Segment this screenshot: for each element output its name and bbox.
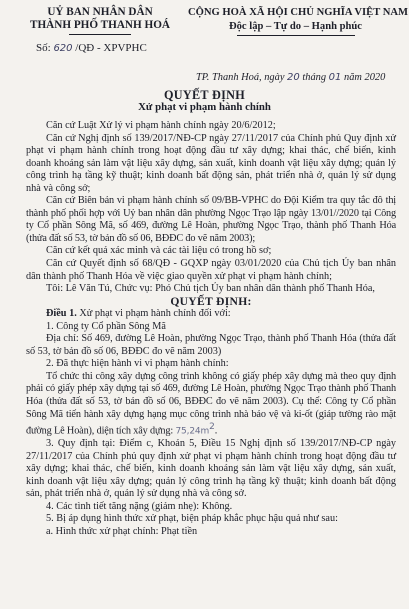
item-4: 4. Các tình tiết tăng nặng (giảm nhẹ): Không. xyxy=(46,500,233,512)
item-2-text: Tổ chức thi công xây dựng công trình không có giấy phép xây dựng mà theo quy định phải có giấy phép xây dựng tại số 469, đường Lê Hoàn, phường Ngọc Trạo thành phố Thanh Hóa (thửa đất số 53, tờ bản đồ số 06, BĐĐC đo vẽ năm 2003). Cụ thể: Công ty Cổ phần Sông Mã tiến hành xây dựng hạng mục công trình nhà bảo vệ và ki-ốt (giáp tường rào mặt đường Lê Hoàn), diện tích xây dựng: xyxy=(26,370,396,437)
article-1-text: Xử phạt vi phạm hành chính đối với: xyxy=(79,308,231,320)
article-1-label: Điều 1. xyxy=(46,308,77,320)
year-text: năm 2020 xyxy=(344,72,386,83)
doc-number-prefix: Số: xyxy=(36,42,51,54)
document-number xyxy=(36,42,147,54)
day-handwritten: 20 xyxy=(287,72,300,83)
article-1 xyxy=(26,308,396,321)
issuer-underline xyxy=(69,34,131,35)
place-date xyxy=(196,72,385,83)
place-date-prefix: TP. Thanh Hoá, ngày xyxy=(196,72,285,83)
area-unit-sup: 2 xyxy=(209,422,215,433)
item-3: 3. Quy định tại: Điểm c, Khoản 5, Điều 15 Nghị định số 139/2017/NĐ-CP ngày 27/11/2017 của Chính phủ quy định xử phạt vi phạm hành chính trong hoạt động đầu tư xây dựng; khai thác, chế biến, kinh doanh khoáng sản làm vật liệu xây dựng, sản xuất, kinh doanh vật liệu xây dựng; quản lý công trình hạ tầng kỹ thuật; kinh doanh bất động sản, phát triển nhà ở, quản lý sử dụng nhà và công sở. xyxy=(26,438,396,500)
item-2-end: . xyxy=(214,425,218,437)
doc-number-suffix: /QĐ - XPVPHC xyxy=(75,42,147,54)
signer-line: Tôi: Lê Văn Tú, Chức vụ: Phó Chủ tịch Ủy ban nhân dân thành phố Thanh Hóa, xyxy=(46,283,375,295)
national-motto: Độc lập – Tự do – Hạnh phúc xyxy=(228,21,363,32)
basis-law: Căn cứ Luật Xử lý vi phạm hành chính ngày 20/6/2012; xyxy=(46,120,276,131)
item-5a: a. Hình thức xử phạt chính: Phạt tiền xyxy=(46,525,198,537)
basis-authority: Căn cứ Quyết định số 68/QĐ - GQXP ngày 03/01/2020 của Chủ tịch Ủy ban nhân dân thành phố Thanh Hóa về việc giao quyền xử phạt vi phạm hành chính; xyxy=(26,258,396,282)
national-name: CỘNG HOÀ XÃ HỘI CHỦ NGHĨA VIỆT NAM xyxy=(188,7,409,18)
issuer-line-2: THÀNH PHỐ THANH HOÁ xyxy=(30,19,170,31)
item-1: 1. Công ty Cổ phần Sông Mã xyxy=(46,320,166,332)
document-subtitle: Xử phạt vi phạm hành chính xyxy=(138,101,271,113)
item-2: 2. Đã thực hiện hành vi vi phạm hành chính: xyxy=(46,358,229,370)
issuer-header xyxy=(20,6,180,35)
doc-number-handwritten: 620 xyxy=(53,43,73,54)
area-handwritten: 75,24m xyxy=(175,426,210,437)
document-body xyxy=(26,120,396,538)
item-5: 5. Bị áp dụng hình thức xử phạt, biện pháp khắc phục hậu quả như sau: xyxy=(46,513,338,525)
decision-heading: QUYẾT ĐỊNH: xyxy=(170,294,252,308)
issuer-line-1: UỶ BAN NHÂN DÂN xyxy=(47,6,153,18)
national-header xyxy=(188,6,409,36)
document-title: QUYẾT ĐỊNH xyxy=(164,88,245,102)
item-1-address: Địa chỉ: Số 469, đường Lê Hoàn, phường Ngọc Trạo, thành phố Thanh Hóa (thửa đất số 53, tờ bản đồ số 06, BĐĐC đo vẽ năm 2003) xyxy=(26,333,396,357)
item-2-detail xyxy=(26,371,396,438)
month-prefix: tháng xyxy=(302,72,327,83)
motto-underline xyxy=(237,35,355,36)
basis-verification: Căn cứ kết quả xác minh và các tài liệu có trong hồ sơ; xyxy=(46,245,272,257)
month-handwritten: 01 xyxy=(328,72,342,83)
basis-decree: Căn cứ Nghị định số 139/2017/NĐ-CP ngày 27/11/2017 của Chính phủ Quy định xử phạt vi phạm hành chính trong hoạt động đầu tư xây dựng; khai thác, chế biến, kinh doanh khoáng sản làm vật liệu xây dựng, sản xuất, kinh doanh vật liệu xây dựng; quản lý công trình hạ tầng kỹ thuật; kinh doanh bất động sản, phát triển nhà ở, quản lý sử dụng nhà và công sở; xyxy=(26,132,396,194)
basis-record: Căn cứ Biên bản vi phạm hành chính số 09/BB-VPHC do Đội Kiểm tra quy tắc đô thị thành phố phối hợp với Uỷ ban nhân dân phường Ngọc Trạo lập ngày 13/01//2020 tại Công ty Cổ phần Sông Mã, số 469, đường Lê Hoàn, phường Ngọc Trạo, thành phố Thanh Hóa (thửa đất số 53, tờ bản đồ số 06, BĐĐC đo vẽ năm 2003); xyxy=(26,195,396,244)
